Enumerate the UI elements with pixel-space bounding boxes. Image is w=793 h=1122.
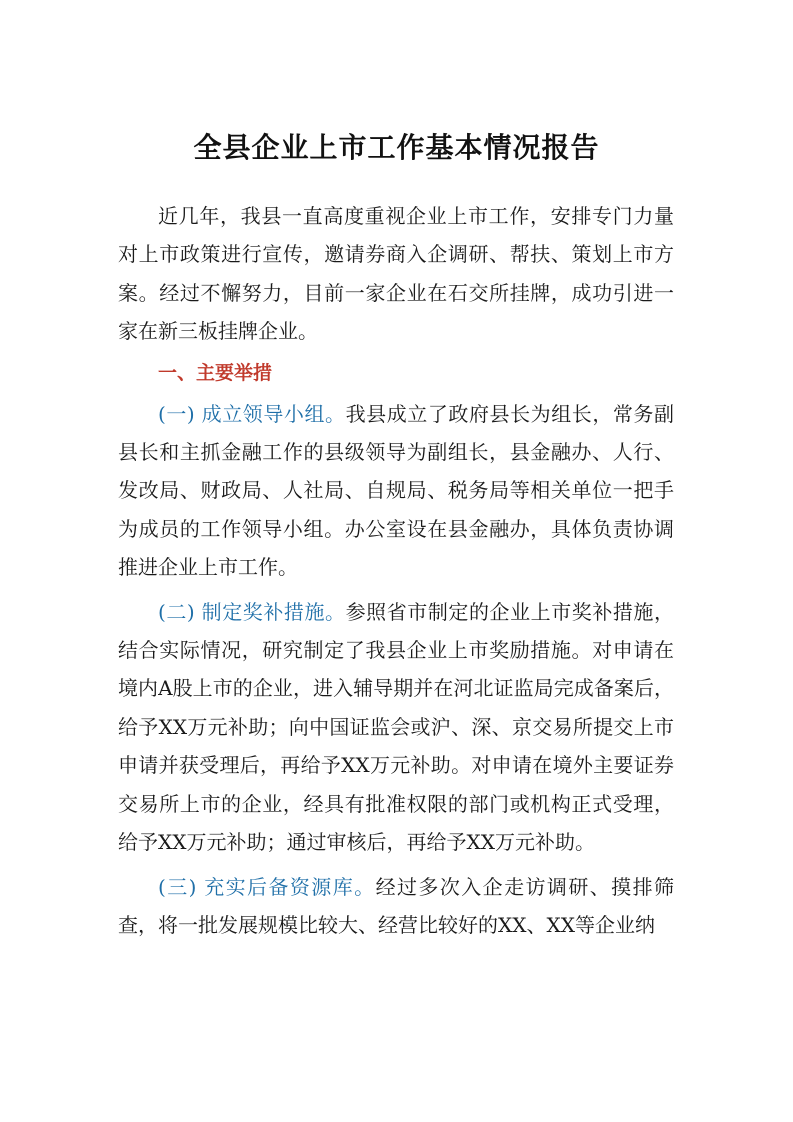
intro-paragraph: 近几年，我县一直高度重视企业上市工作，安排专门力量对上市政策进行宣传，邀请券商入企调研、帮扶、策划上市方案。经过不懈努力，目前一家企业在石交所挂牌，成功引进一家在新三板挂牌企业。 xyxy=(118,204,674,344)
page-title: 全县企业上市工作基本情况报告 xyxy=(193,131,600,164)
paragraph-text: 参照省市制定的企业上市奖补措施，结合实际情况，研究制定了我县企业上市奖励措施。对申请在境内A股上市的企业，进入辅导期并在河北证监局完成备案后，给予XX万元补助；向中国证监会或沪、深、京交易所提交上市申请并获受理后，再给予XX万元补助。对申请在境外主要证券交易所上市的企业，经具有批准权限的部门或机构正式受理，给予XX万元补助；通过审核后，再给予XX万元补助。 xyxy=(118,599,674,855)
paragraph-item-2 xyxy=(118,593,674,862)
subheading-label: (二) 制定奖补措施。 xyxy=(158,599,346,624)
subheading-label: (一) 成立领导小组。 xyxy=(158,401,346,426)
document-body xyxy=(118,197,674,944)
paragraph-text: 我县成立了政府县长为组长，常务副县长和主抓金融工作的县级领导为副组长，县金融办、人行、发改局、财政局、人社局、自规局、税务局等相关单位一把手为成员的工作领导小组。办公室设在县金融办，具体负责协调推进企业上市工作。 xyxy=(118,401,674,580)
section-heading: 一、主要举措 xyxy=(158,361,273,384)
paragraph-item-3 xyxy=(118,868,674,945)
subheading-label: (三) 充实后备资源库。 xyxy=(158,874,376,899)
paragraph-item-1 xyxy=(118,395,674,587)
paragraph-text: 经过多次入企走访调研、摸排筛查，将一批发展规模比较大、经营比较好的XX、XX等企业纳 xyxy=(118,874,674,937)
